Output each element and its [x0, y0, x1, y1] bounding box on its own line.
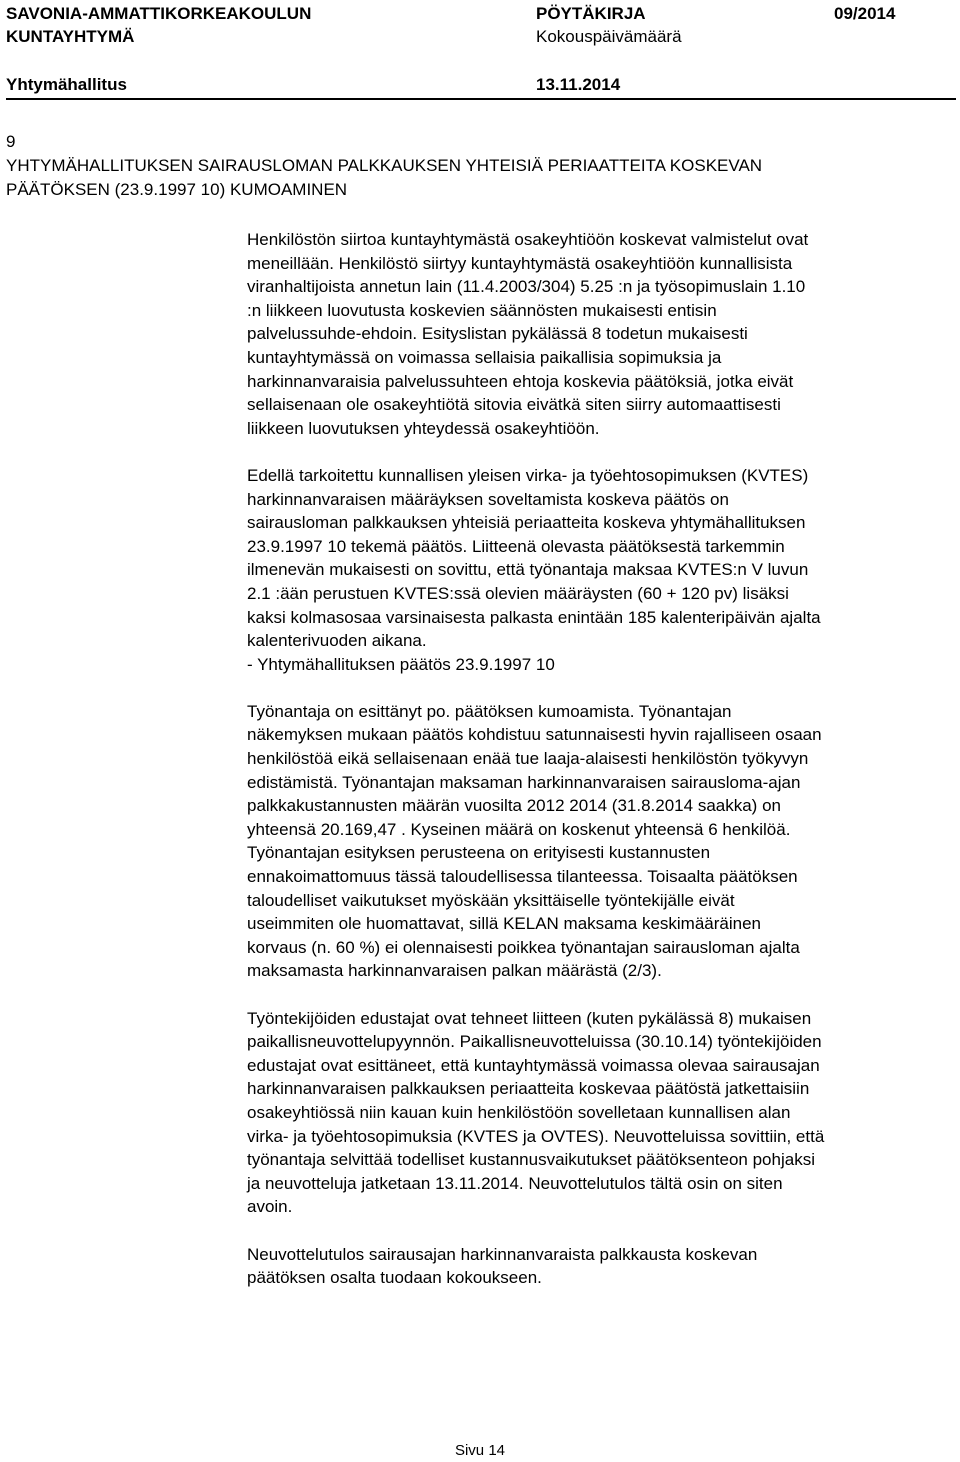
body-text-line: Työntekijöiden edustajat ovat tehneet liitteen (kuten pykälässä 8) mukaisen: [247, 1008, 812, 1028]
body-text-line: :n liikkeen luovutusta koskevien säännösten mukaisesti entisin: [247, 300, 717, 320]
body-text-line: palvelussuhde-ehdoin. Esityslistan pykälässä 8 todetun mukaisesti: [247, 324, 748, 344]
section-heading: [6, 130, 956, 202]
document-body: [247, 228, 959, 1290]
body-text-line: kalenterivuoden aikana.: [247, 631, 427, 651]
body-text-line: edistämistä. Työnantajan maksaman harkinnanvaraisen sairausloma-ajan: [247, 772, 801, 792]
body-text-line: liikkeen luovutuksen yhteydessä osakeyhtiöön.: [247, 418, 600, 438]
section-title-line: YHTYMÄHALLITUKSEN SAIRAUSLOMAN PALKKAUKSEN YHTEISIÄ PERIAATTEITA KOSKEVAN: [6, 156, 763, 175]
body-text-line: Henkilöstön siirtoa kuntayhtymästä osakeyhtiöön koskevat valmistelut ovat: [247, 230, 809, 249]
body-text-line: osakeyhtiössä niin kauan kuin henkilöstöön sovelletaan kunnallisen alan: [247, 1102, 791, 1122]
body-text-line: viranhaltijoista annetun lain (11.4.2003/304) 5.25 :n ja työsopimuslain 1.10: [247, 277, 806, 297]
body-text-line: ilmenevän mukaisesti on sovittu, että työnantaja maksaa KVTES:n V luvun: [247, 560, 809, 580]
body-text-line: sellaisenaan ole osakeyhtiötä sitovia eivätkä siten siirry automaattisesti: [247, 395, 781, 415]
paragraph-gap: [247, 440, 959, 464]
page-number: Sivu 14: [454, 1442, 506, 1459]
body-text-line: yhteensä 20.169,47 . Kyseinen määrä on koskenut yhteensä 6 henkilöä.: [247, 819, 791, 839]
body-text-line: meneillään. Henkilöstö siirtyy kuntayhtymästä osakeyhtiöön kunnallisista: [247, 253, 793, 273]
body-name: Yhtymähallitus: [6, 75, 127, 94]
section-number: 9: [6, 132, 16, 151]
paragraph-gap: [247, 676, 959, 700]
body-text-line: harkinnanvaraisen määräyksen soveltamista koskeva päätös on: [247, 489, 729, 509]
doc-type: PÖYTÄKIRJA: [536, 4, 646, 23]
body-text-line: palkkakustannusten määrän vuosilta 2012 2014 (31.8.2014 saakka) on: [247, 796, 781, 816]
body-text-line: kaksi kolmasosaa varsinaisesta palkasta enintään 185 kalenteripäivän ajalta: [247, 607, 821, 627]
body-text-line: paikallisneuvottelupyynnön. Paikallisneuvotteluissa (30.10.14) työntekijöiden: [247, 1032, 822, 1052]
body-text-line: maksamasta harkinnanvaraisen palkan määrästä (2/3).: [247, 961, 662, 981]
body-text-line: - Yhtymähallituksen päätös 23.9.1997 10: [247, 654, 555, 674]
body-text-line: sairausloman palkkauksen yhteisiä periaatteita koskeva yhtymähallituksen: [247, 513, 806, 533]
body-text-line: avoin.: [247, 1197, 293, 1217]
body-text-line: 2.1 :ään perustuen KVTES:ssä olevien määräysten (60 + 120 pv) lisäksi: [247, 583, 789, 603]
paragraph-gap: [247, 1219, 959, 1243]
body-text-line: edustajat ovat esittäneet, että kuntayhtymässä voimassa olevaa sairausajan: [247, 1055, 820, 1075]
body-text-line: harkinnanvaraisen palkkauksen periaatteita koskevaa päätöstä jatkettaisiin: [247, 1079, 810, 1099]
meeting-date-label: Kokouspäivämäärä: [536, 27, 682, 46]
body-text-line: taloudelliset vaikutukset myöskään yksittäiselle työntekijälle eivät: [247, 890, 735, 910]
body-text-line: virka- ja työehtosopimuksia (KVTES ja OVTES). Neuvotteluissa sovittiin, että: [247, 1126, 825, 1146]
org-name-line2: KUNTAYHTYMÄ: [6, 27, 135, 46]
body-text-line: henkilöstöä eikä sellaisenaan enää tue laaja-alaisesti henkilöstön työkyvyn: [247, 749, 809, 769]
body-text-line: useimmiten ole huomattavat, sillä KELAN maksama keskimääräinen: [247, 914, 762, 934]
body-text-line: Edellä tarkoitettu kunnallisen yleisen virka- ja työehtosopimuksen (KVTES): [247, 465, 809, 485]
body-text-line: Neuvottelutulos sairausajan harkinnanvaraista palkkausta koskevan: [247, 1244, 758, 1264]
header-divider: [6, 98, 956, 100]
meeting-date: 13.11.2014: [536, 75, 621, 94]
section-title-line: PÄÄTÖKSEN (23.9.1997 10) KUMOAMINEN: [6, 180, 348, 199]
body-text-line: Työnantaja on esittänyt po. päätöksen kumoamista. Työnantajan: [247, 701, 732, 721]
body-text-line: Työnantajan esityksen perusteena on erityisesti kustannusten: [247, 843, 711, 863]
paragraph-gap: [247, 983, 959, 1007]
body-text-line: näkemyksen mukaan päätös kohdistuu satunnaisesti hyvin rajalliseen osaan: [247, 725, 822, 745]
doc-number: 09/2014: [834, 4, 896, 23]
body-text-line: ja neuvotteluja jatketaan 13.11.2014. Neuvottelutulos tältä osin on siten: [247, 1173, 783, 1193]
body-text-line: harkinnanvaraisia palvelussuhteen ehtoja koskevia päätöksiä, jotka eivät: [247, 371, 794, 391]
org-name-line1: SAVONIA-AMMATTIKORKEAKOULUN: [6, 4, 312, 23]
body-text-line: kuntayhtymässä on voimassa sellaisia paikallisia sopimuksia ja: [247, 347, 722, 367]
body-text-line: 23.9.1997 10 tekemä päätös. Liitteenä olevasta päätöksestä tarkemmin: [247, 536, 785, 556]
body-text-line: työnantaja selvittää todelliset kustannusvaikutukset päätöksenteon pohjaksi: [247, 1150, 815, 1170]
body-text-line: päätöksen osalta tuodaan kokoukseen.: [247, 1268, 542, 1288]
body-text-line: ennakoimattomuus tässä taloudellisessa tilanteessa. Toisaalta päätöksen: [247, 867, 798, 887]
body-text-line: korvaus (n. 60 %) ei olennaisesti poikkea työnantajan sairausloman ajalta: [247, 937, 800, 957]
